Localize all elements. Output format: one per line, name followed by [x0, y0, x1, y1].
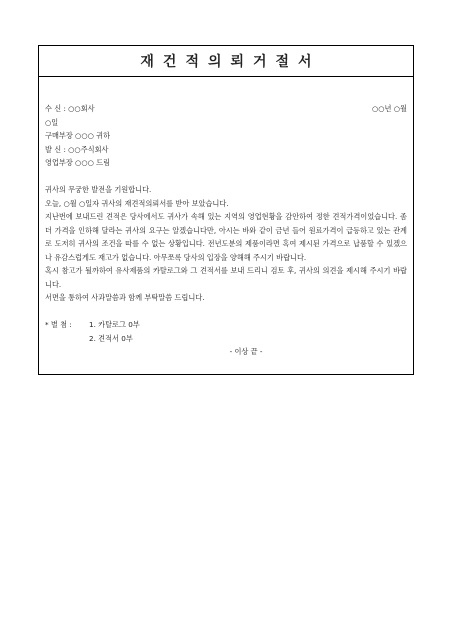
sender-label: 발 신 : ○○주식회사: [45, 144, 109, 154]
end-note: - 이상 끝 -: [229, 347, 263, 356]
recipient-dept: 구매부장 ○○○ 귀하: [45, 131, 111, 140]
sender-dept: 영업부장 ○○○ 드림: [45, 158, 111, 167]
document-title: 재건적의뢰거절서: [140, 54, 321, 70]
paragraph-1: 오늘, ○월 ○일자 귀사의 재견적의뢰서를 받아 보았습니다.: [45, 198, 229, 208]
attachment-row-1: [45, 318, 407, 332]
recipient-row: [45, 102, 407, 116]
date-part1: ○○년 ○월: [372, 104, 407, 113]
document-body: [45, 102, 407, 359]
document-frame: [38, 45, 414, 375]
attachment-row-2: [45, 332, 407, 346]
attachment-item-1: 1. 카탈로그 0부: [89, 320, 140, 329]
paragraph-2: 지난번에 보내드린 견적은 당사에서도 귀사가 속해 있는 지역의 영업현황을 감안하여 정한 견적가격이었습니다. 좀 더 가격을 인하해 달라는 귀사의 요구는 알겠습니다만, 아시는 바와 같이 금년 들어 원료가격이 급등하고 있는 관계로 도저히 귀사의 조건을 따를 수 없는 상황입니다. 전년도분의 제품이라면 혹여 제시된 가격으로 납품할 수 있겠으나 유감스럽게도 재고가 없습니다. 아무쪼록 당사의 입장을 양해해 주시기 바랍니다.: [45, 212, 407, 262]
spacer: [45, 305, 407, 319]
paragraph-4: 서면을 통하여 사과말씀과 함께 부탁말씀 드립니다.: [45, 293, 205, 302]
recipient-label: 수 신 : ○○회사: [45, 104, 95, 113]
attachment-label: * 별 첨 :: [45, 320, 72, 329]
greeting: 귀사의 무궁한 발전을 기원합니다.: [45, 185, 152, 194]
title-box: [39, 46, 413, 77]
paragraph-3: 혹시 참고가 될까하여 유사제품의 카탈로그와 그 견적서를 보내 드리니 검토 후, 귀사의 의견을 제시해 주시기 바랍니다.: [45, 266, 407, 289]
date-part2: ○일: [45, 117, 59, 127]
attachment-item-2: 2. 견적서 0부: [89, 333, 133, 343]
spacer: [45, 170, 407, 184]
